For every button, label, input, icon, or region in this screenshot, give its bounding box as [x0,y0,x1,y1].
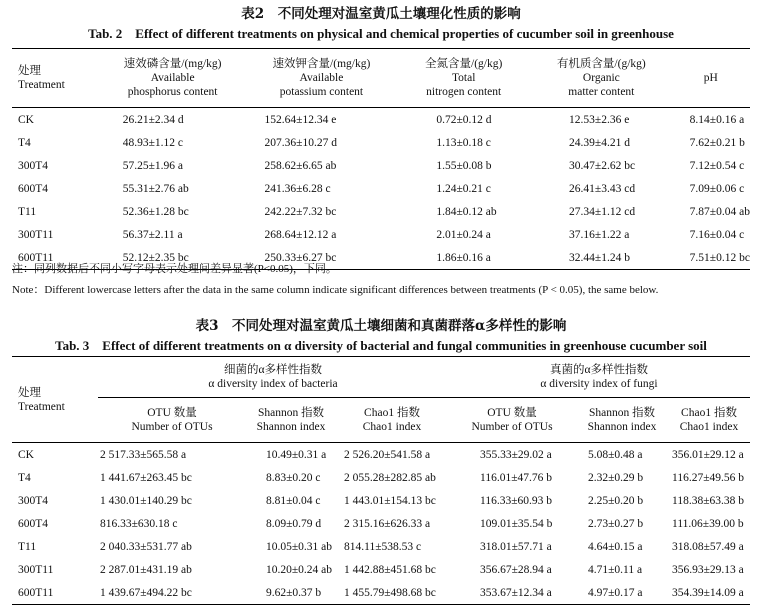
table3-header-fungi-otu [448,398,576,443]
table-cell: 356.67±28.94 a [480,563,552,576]
table-cell: 56.37±2.11 a [122,228,183,241]
table-cell: 116.27±49.56 b [672,471,745,484]
table3-body [12,443,750,605]
table-cell: 27.34±1.12 cd [569,205,636,218]
table-row [12,558,750,581]
table-cell: 9.62±0.37 b [266,586,322,599]
table3-header-fungi-chao-cn: Chao1 指数 [681,407,737,419]
table-cell: 241.36±6.28 c [264,182,331,195]
table3-header-bacteria-en: α diversity index of bacteria [208,378,338,390]
table-cell: 8.09±0.79 d [266,517,322,530]
table-cell: 57.25±1.96 a [122,159,184,172]
row-treatment-cell: 600T11 [18,586,54,599]
table-row [12,131,750,154]
table-cell: 7.51±0.12 bc [689,251,750,264]
table-cell: 4.64±0.15 a [588,540,643,553]
table3-header-bact-otu-en: Number of OTUs [131,421,213,433]
table-cell: 318.01±57.71 a [480,540,552,553]
table-cell: 1 442.88±451.68 bc [344,563,436,576]
table-cell: 30.47±2.62 bc [569,159,636,172]
table-row [12,154,750,177]
table-cell: 37.16±1.22 a [569,228,630,241]
table3-header-fungi-en: α diversity index of fungi [540,378,658,390]
table3-header-bacteria-cn: 细菌的α多样性指数 [223,364,323,376]
table-cell: 52.36±1.28 bc [122,205,189,218]
row-treatment-cell: T11 [18,540,37,553]
table-cell: 4.97±0.17 a [588,586,643,599]
table3-header-bacteria [98,357,448,398]
table2-header-organic [531,49,672,108]
table-cell: 356.93±29.13 a [672,563,744,576]
table-cell: 2 517.33±565.58 a [100,448,187,461]
table-row [12,200,750,223]
table-cell: 8.83±0.20 c [266,471,321,484]
table-cell: 207.36±10.27 d [264,136,337,149]
table-row [12,512,750,535]
table-cell: 268.64±12.12 a [264,228,337,241]
table-cell: 1 443.01±154.13 bc [344,494,436,507]
table-cell: 7.87±0.04 ab [689,205,750,218]
row-treatment-cell: T4 [18,136,31,149]
table-cell: 353.67±12.34 a [480,586,552,599]
table3-header-bact-otu-cn: OTU 数量 [147,407,197,419]
table2-header-phosphorus-en1: Available [150,72,195,84]
table-cell: 111.06±39.00 b [672,517,744,530]
table3-caption-en: Tab. 3 Effect of different treatments on α diversity of bacterial and fungal communities in greenhouse cucumber soil [55,338,707,353]
table-cell: 2 287.01±431.19 ab [100,563,192,576]
table-cell: 2.01±0.24 a [436,228,491,241]
table-cell: 354.39±14.09 a [672,586,744,599]
table3-header-bact-shannon-cn: Shannon 指数 [257,407,325,419]
table2-header-potassium-cn: 速效钾含量/(mg/kg) [272,58,371,70]
table3-header-bact-shannon-en: Shannon index [256,421,326,433]
table-cell: 116.01±47.76 b [480,471,553,484]
table-cell: 2 055.28±282.85 ab [344,471,436,484]
table3-header-fungi-shannon-cn: Shannon 指数 [588,407,656,419]
table-row [12,223,750,246]
table-cell: 2.32±0.29 b [588,471,644,484]
table-cell: 242.22±7.32 bc [264,205,337,218]
table2-header-row [12,49,750,108]
table-cell: 355.33±29.02 a [480,448,552,461]
table-cell: 10.20±0.24 ab [266,563,333,576]
table-cell: 7.62±0.21 b [689,136,745,149]
table-cell: 4.71±0.11 a [588,563,643,576]
table-cell: 152.64±12.34 e [264,113,337,126]
table3-header-fungi [448,357,750,398]
row-treatment-cell: 600T4 [18,182,49,195]
table-cell: 26.41±3.43 cd [569,182,636,195]
row-treatment-cell: 300T11 [18,228,54,241]
table2-header-organic-en1: Organic [582,72,620,84]
table-cell: 32.44±1.24 b [569,251,630,264]
table-row [12,177,750,200]
table-row [12,535,750,558]
row-treatment-cell: CK [18,113,34,126]
row-treatment-cell: T4 [18,471,31,484]
table-cell: 1 439.67±494.22 bc [100,586,192,599]
table-cell: 116.33±60.93 b [480,494,553,507]
table3 [12,356,750,605]
table3-header-fungi-otu-cn: OTU 数量 [487,407,537,419]
table2-body [12,108,750,270]
table2-header-nitrogen [396,49,531,108]
table3-header-bact-chao-en: Chao1 index [362,421,422,433]
table-cell: 1 441.67±263.45 bc [100,471,192,484]
table-cell: 1.24±0.21 c [436,182,491,195]
table-row [12,108,750,132]
table-cell: 24.39±4.21 d [569,136,630,149]
table-cell: 7.12±0.54 c [689,159,745,172]
table3-header-treatment-en: Treatment [18,400,65,413]
table3-header-treatment-cn: 处理 [18,386,41,399]
row-treatment-cell: 300T11 [18,563,54,576]
table2-header-potassium-en1: Available [299,72,344,84]
table-cell: 2 315.16±626.33 a [344,517,431,530]
table2-header-nitrogen-cn: 全氮含量/(g/kg) [425,58,503,70]
table-row [12,489,750,512]
row-treatment-cell: 300T4 [18,494,49,507]
table-cell: 1 455.79±498.68 bc [344,586,436,599]
table-cell: 26.21±2.34 d [122,113,184,126]
table3-caption-cn: 表3 不同处理对温室黄瓜土壤细菌和真菌群落α多样性的影响 [195,318,567,334]
table-row [12,466,750,489]
table-cell: 5.08±0.48 a [588,448,643,461]
table3-header-fungi-otu-en: Number of OTUs [471,421,553,433]
table-cell: 7.16±0.04 c [689,228,745,241]
table-row [12,443,750,467]
table2-caption-cn: 表2 不同处理对温室黄瓜土壤理化性质的影响 [241,6,521,22]
table2-header-nitrogen-en2: nitrogen content [426,86,502,98]
table-cell: 10.05±0.31 ab [266,540,333,553]
row-treatment-cell: CK [18,448,34,461]
row-treatment-cell: 600T4 [18,517,49,530]
table-cell: 48.93±1.12 c [122,136,184,149]
table2-header-phosphorus-en2: phosphorus content [127,86,218,98]
table-cell: 2 040.33±531.77 ab [100,540,192,553]
table-cell: 118.38±63.38 b [672,494,745,507]
table2-header-treatment-cn: 处理 [18,65,41,77]
table2-header-organic-cn: 有机质含量/(g/kg) [556,58,646,70]
table-cell: 12.53±2.36 e [569,113,630,126]
table3-header-bact-chao-cn: Chao1 指数 [364,407,420,419]
table-cell: 258.62±6.65 ab [264,159,337,172]
table2-header-organic-en2: matter content [568,86,635,98]
table2-header-potassium-en2: potassium content [279,86,364,98]
table2-header-ph: pH [672,49,750,108]
table2-caption-en: Tab. 2 Effect of different treatments on physical and chemical properties of cucumber soil in greenhouse [88,26,674,41]
table2-header-potassium [247,49,397,108]
table-cell: 2.25±0.20 b [588,494,644,507]
table-row [12,581,750,605]
table-cell: 2 526.20±541.58 a [344,448,431,461]
table-cell: 109.01±35.54 b [480,517,553,530]
table2-header-treatment-en: Treatment [18,79,65,91]
table2 [12,48,750,270]
table-cell: 318.08±57.49 a [672,540,744,553]
table-cell: 8.14±0.16 a [689,113,745,126]
table2-header-phosphorus [99,49,247,108]
table-cell: 10.49±0.31 a [266,448,327,461]
table3-sub-header-row [12,398,750,443]
table3-header-bact-chao [336,398,448,443]
table2-header-treatment [12,49,99,108]
table2-note-cn: 注：同列数据后不同小写字母表示处理间差异显著(P<0.05)，下同。 [12,263,337,275]
row-treatment-cell: T11 [18,205,37,218]
table-cell: 1.55±0.08 b [436,159,492,172]
table-cell: 52.12±2.35 bc [122,251,189,264]
table3-header-bact-otu [98,398,246,443]
table-cell: 1 430.01±140.29 bc [100,494,192,507]
table3-header-treatment [12,357,98,443]
table3-header-fungi-cn: 真菌的α多样性指数 [549,364,649,376]
row-treatment-cell: 600T11 [18,251,54,264]
table-cell: 814.11±538.53 c [344,540,422,553]
row-treatment-cell: 300T4 [18,159,49,172]
table3-header-fungi-chao [668,398,750,443]
table-cell: 8.81±0.04 c [266,494,321,507]
table-cell: 55.31±2.76 ab [122,182,189,195]
table3-header-fungi-chao-en: Chao1 index [679,421,739,433]
table-cell: 1.86±0.16 a [436,251,491,264]
table-cell: 356.01±29.12 a [672,448,744,461]
table2-header-nitrogen-en1: Total [451,72,476,84]
table-cell: 816.33±630.18 c [100,517,178,530]
table2-header-phosphorus-cn: 速效磷含量/(mg/kg) [123,58,222,70]
table-cell: 1.84±0.12 ab [436,205,497,218]
table3-header-fungi-shannon [576,398,668,443]
table2-note-en: Note：Different lowercase letters after the data in the same column indicate significant differences between treatments (P < 0.05), the same below. [12,284,659,296]
table3-group-header-row [12,357,750,398]
table3-header-fungi-shannon-en: Shannon index [587,421,657,433]
table-cell: 2.73±0.27 b [588,517,644,530]
table3-header-bact-shannon [246,398,336,443]
table-cell: 250.33±6.27 bc [264,251,337,264]
table-cell: 7.09±0.06 c [689,182,745,195]
table-cell: 0.72±0.12 d [436,113,492,126]
table-cell: 1.13±0.18 c [436,136,491,149]
